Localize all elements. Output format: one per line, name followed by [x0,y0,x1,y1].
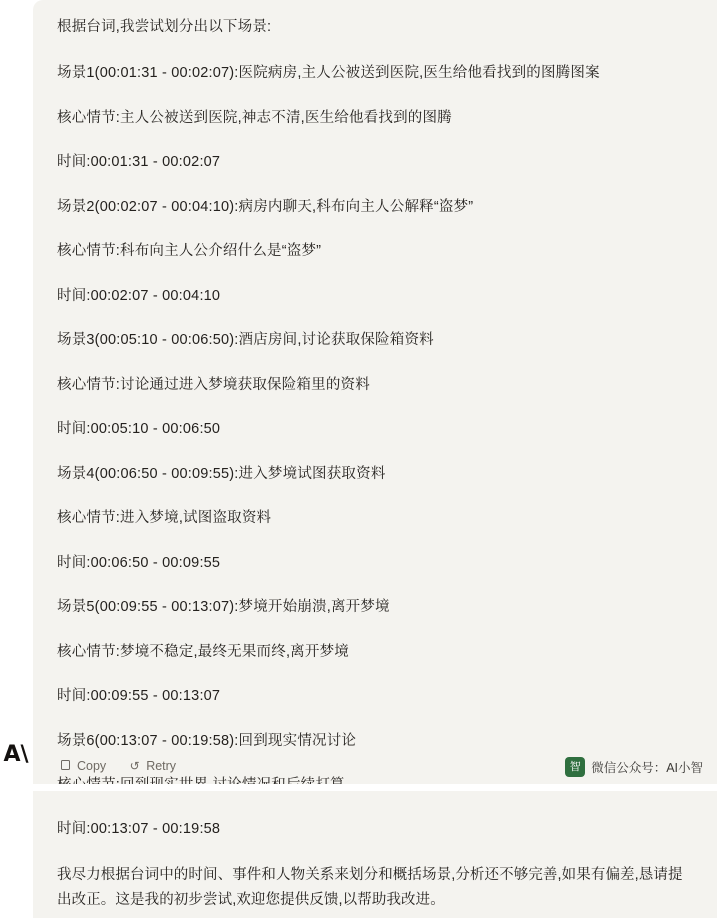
copy-button[interactable] [57,757,108,775]
scene-header: 场景3(00:05:10 - 00:06:50):酒店房间,讨论获取保险箱资料 [57,332,434,349]
scene-time: 时间:00:05:10 - 00:06:50 [57,421,221,438]
scene-core: 核心情节:梦境不稳定,最终无果而终,离开梦境 [57,643,349,660]
message-intro: 根据台词,我尝试划分出以下场景: [57,19,272,35]
scene-time: 时间:00:06:50 - 00:09:55 [57,554,221,571]
scene-header: 场景6(00:13:07 - 00:19:58):回到现实情况讨论 [57,732,357,749]
scene-header: 场景2(00:02:07 - 00:04:10):病房内聊天,科布向主人公解释“盗梦” [57,198,474,215]
scene-block-3 [57,329,693,440]
scene-header: 场景5(00:09:55 - 00:13:07):梦境开始崩溃,离开梦境 [57,599,390,616]
scene-time: 时间:00:01:31 - 00:02:07 [57,154,221,171]
scene-header: 场景4(00:06:50 - 00:09:55):进入梦境试图获取资料 [57,465,386,482]
scene-time: 时间:00:13:07 - 00:19:58 [57,821,221,838]
copy-icon [59,760,72,773]
scene-header: 场景1(00:01:31 - 00:02:07):医院病房,主人公被送到医院,医生给他看找到的图腾图案 [57,65,600,82]
scene-core: 核心情节:进入梦境,试图盗取资料 [57,510,272,527]
footer-brand [565,757,703,777]
assistant-message-card [33,0,717,918]
scene-time: 时间:00:02:07 - 00:04:10 [57,287,221,304]
scene-block-1 [57,62,693,173]
message-closing: 我尽力根据台词中的时间、事件和人物关系来划分和概括场景,分析还不够完善,如果有偏差,恳请提出改正。这是我的初步尝试,欢迎您提供反馈,以帮助我改进。 [57,866,683,909]
scene-block-5 [57,596,693,707]
scene-core: 核心情节:科布向主人公介绍什么是“盗梦” [57,243,322,260]
scene-block-4 [57,463,693,574]
scene-core: 核心情节:主人公被送到医院,神志不清,医生给他看找到的图腾 [57,109,452,126]
scene-block-2 [57,196,693,307]
brand-logo-icon: 智 [565,757,585,777]
copy-button-label: Copy [77,759,107,773]
scene-core: 核心情节:讨论通过进入梦境获取保险箱里的资料 [57,376,370,393]
retry-icon: ↺ [129,758,140,773]
left-rail [0,0,33,791]
brand-label: 微信公众号：AI小智 [591,761,703,775]
scene-time: 时间:00:09:55 - 00:13:07 [57,688,221,705]
app-logo-icon: A\ [3,742,29,767]
bottom-strip [0,784,717,791]
retry-button[interactable] [126,757,178,775]
retry-button-label: Retry [146,759,177,773]
